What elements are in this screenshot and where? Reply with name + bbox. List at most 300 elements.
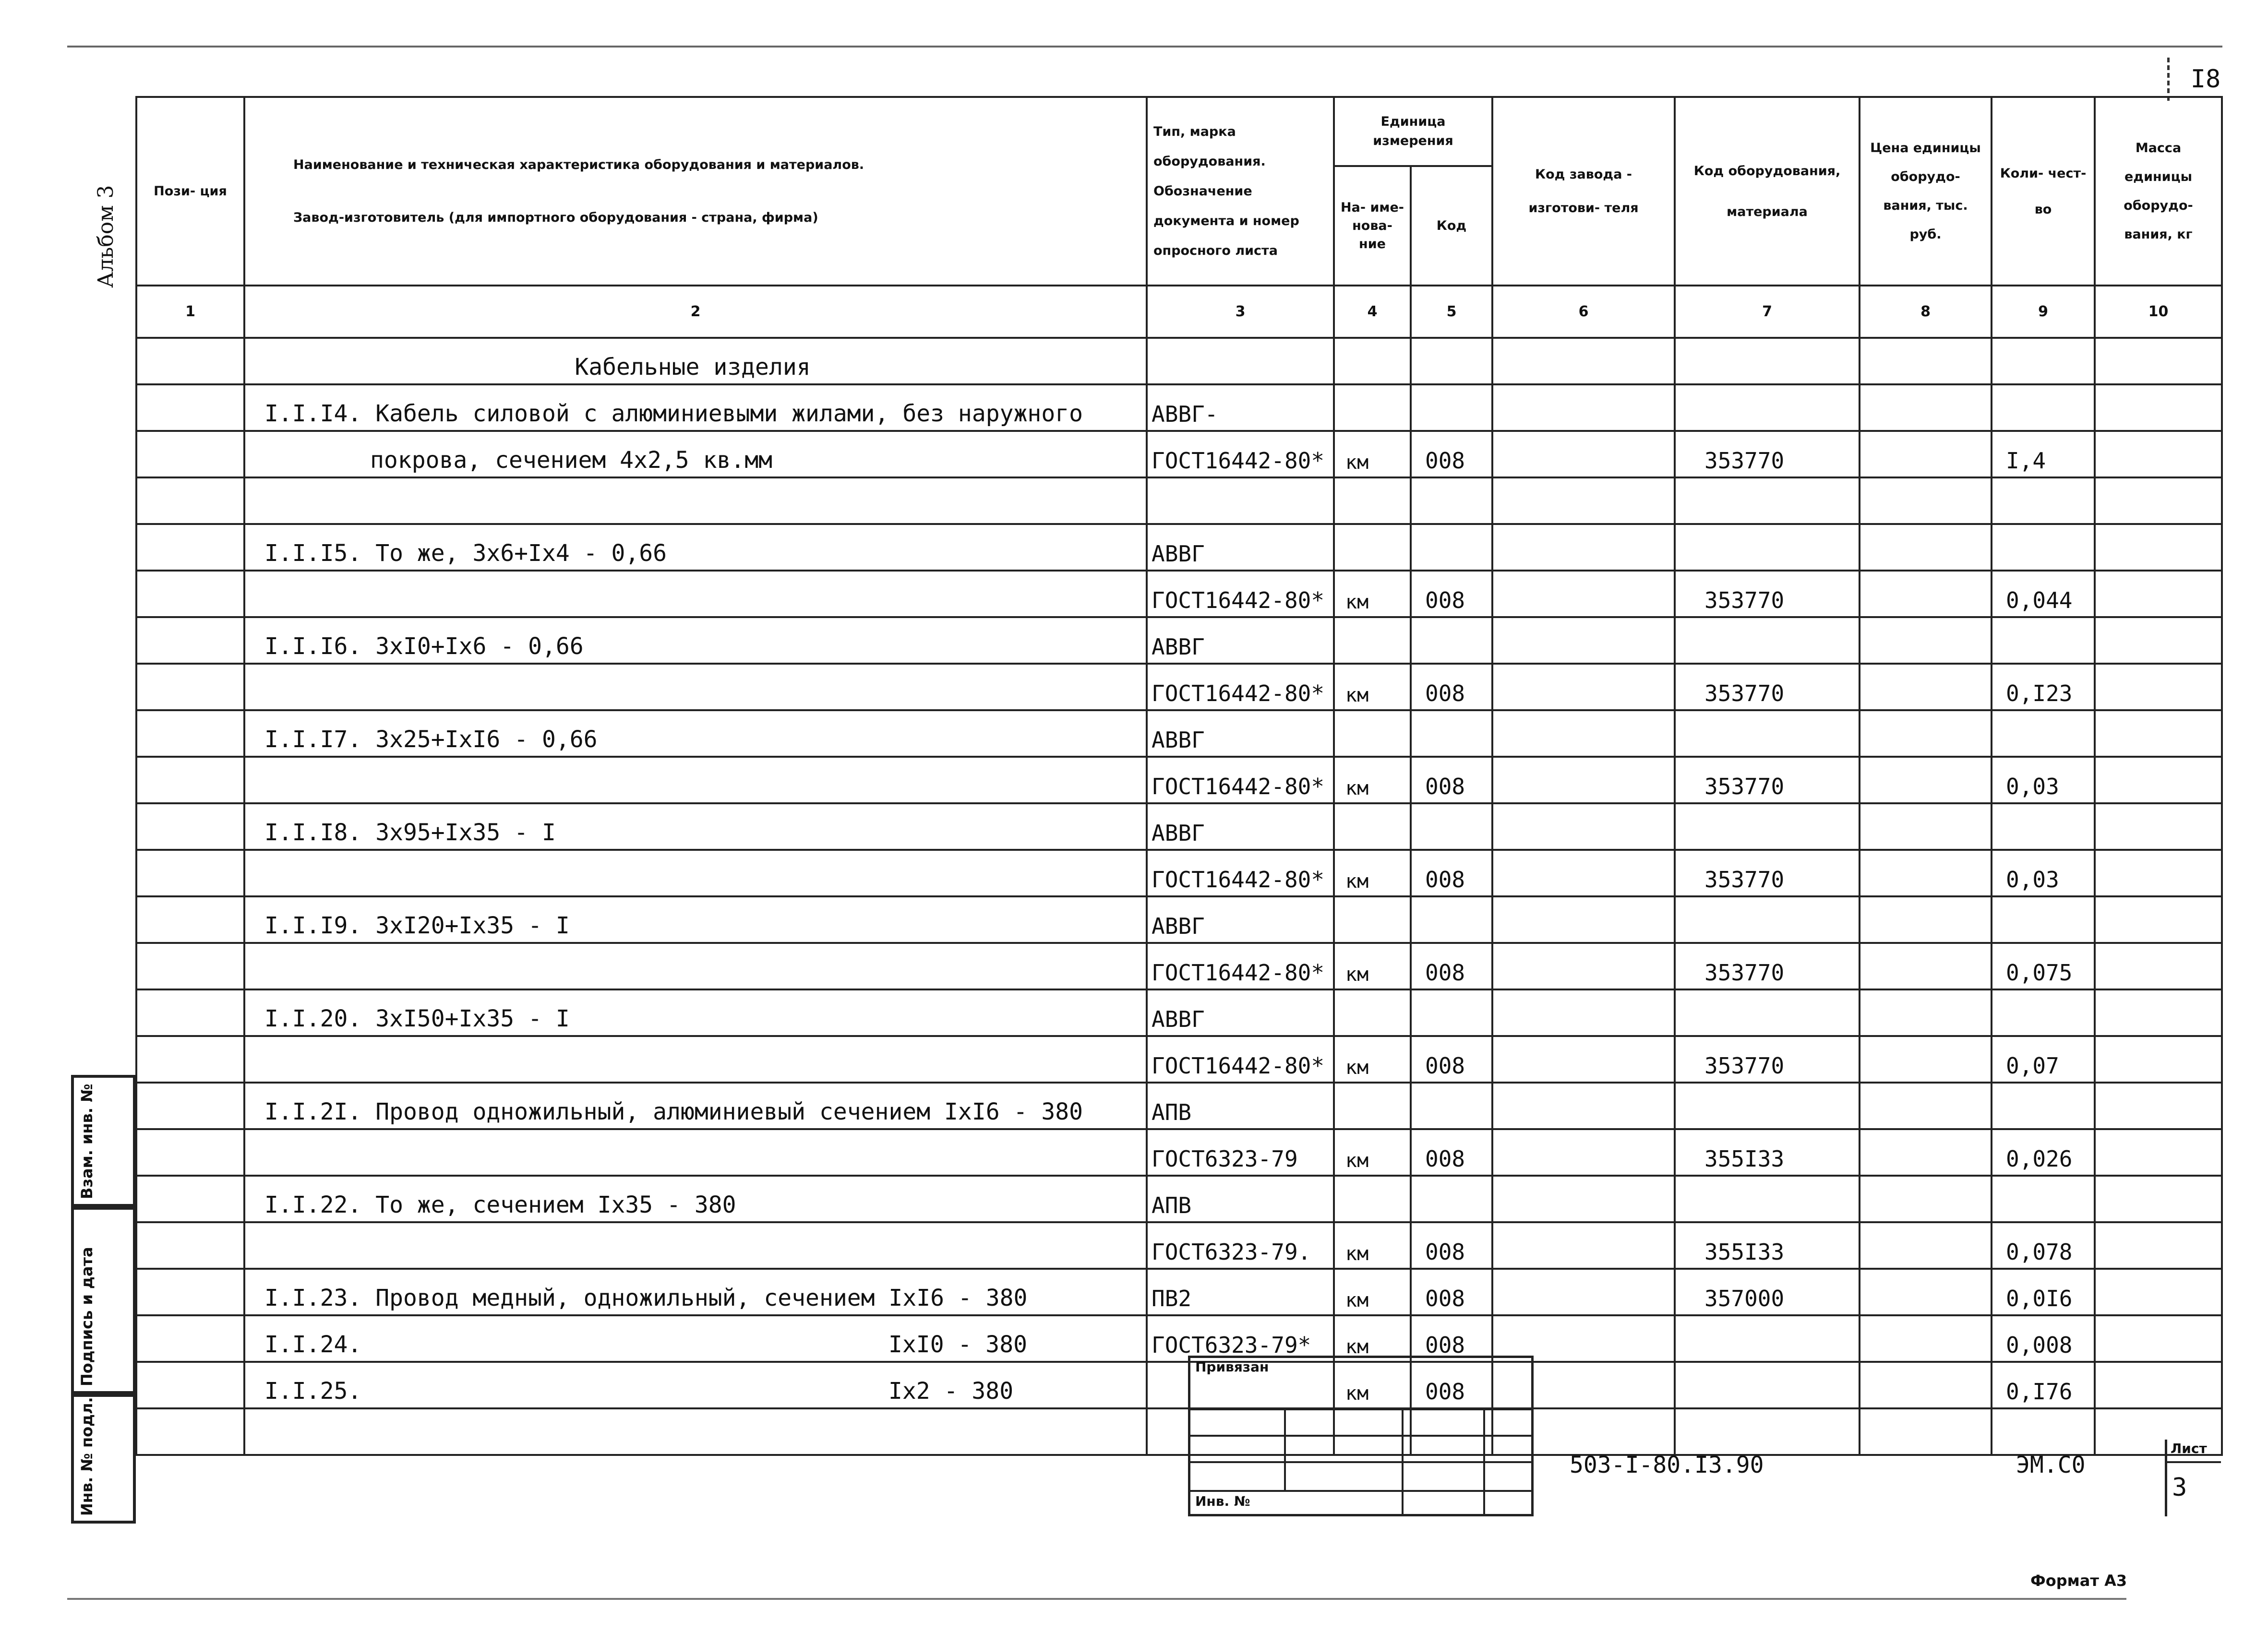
- cell-material-code: [1675, 1176, 1860, 1222]
- cell-unit-code: [1411, 710, 1492, 757]
- cell-type: АПВ: [1147, 1176, 1334, 1222]
- cell-unit-code: 008: [1411, 1036, 1492, 1083]
- cell-factory-code: [1492, 1083, 1675, 1129]
- cell-price: [1860, 477, 1992, 524]
- cell-price: [1860, 1269, 1992, 1315]
- cell-material-code: 355I33: [1675, 1129, 1860, 1176]
- cell-material-code: [1675, 710, 1860, 757]
- cell-price: [1860, 617, 1992, 664]
- cell-quantity: 0,07: [1992, 1036, 2095, 1083]
- cell-factory-code: [1492, 1129, 1675, 1176]
- table-row: [136, 757, 2222, 803]
- cell-quantity: [1992, 710, 2095, 757]
- cell-position: [136, 943, 244, 989]
- cell-name: I.I.I5. То же, 3х6+Iх4 - 0,66: [244, 524, 1147, 571]
- sheet-box-divider: [2165, 1461, 2221, 1463]
- table-row: [136, 943, 2222, 989]
- cell-unit: [1334, 1083, 1411, 1129]
- cell-name: [244, 1222, 1147, 1269]
- cell-material-code: [1675, 803, 1860, 850]
- cell-quantity: [1992, 338, 2095, 384]
- document-mark: ЭМ.С0: [2016, 1452, 2086, 1478]
- cell-unit-code: 008: [1411, 1129, 1492, 1176]
- cell-type: ГОСТ6323-79: [1147, 1129, 1334, 1176]
- cell-factory-code: [1492, 1176, 1675, 1222]
- cell-factory-code: [1492, 1315, 1675, 1362]
- cell-mass: [2095, 943, 2222, 989]
- cell-name-section: IхI0 - 380: [888, 1331, 1027, 1358]
- cell-price: [1860, 803, 1992, 850]
- stamp-line: [1284, 1408, 1286, 1490]
- cell-name: [244, 477, 1147, 524]
- cell-material-code: [1675, 524, 1860, 571]
- cell-price: [1860, 896, 1992, 943]
- cell-material-code: [1675, 989, 1860, 1036]
- header-unit-group: Единица измерения: [1334, 97, 1492, 166]
- header-unit-code: Код: [1411, 166, 1492, 286]
- cell-price: [1860, 524, 1992, 571]
- cell-type: АВВГ-: [1147, 384, 1334, 431]
- cell-price: [1860, 338, 1992, 384]
- cell-unit-code: [1411, 477, 1492, 524]
- cell-name: I.I.23. Провод медный, одножильный, сечением IхI6 - 380: [244, 1269, 1147, 1315]
- cell-price: [1860, 1362, 1992, 1408]
- cell-unit-code: [1411, 384, 1492, 431]
- table-row: [136, 803, 2222, 850]
- cell-type: АВВГ: [1147, 989, 1334, 1036]
- cell-quantity: 0,075: [1992, 943, 2095, 989]
- cell-mass: [2095, 617, 2222, 664]
- cell-unit: км: [1334, 757, 1411, 803]
- cell-unit: км: [1334, 850, 1411, 896]
- format-label: Формат А3: [2030, 1572, 2127, 1590]
- col-number: 4: [1334, 286, 1411, 338]
- cell-mass: [2095, 757, 2222, 803]
- table-row: [136, 1362, 2222, 1408]
- cell-unit-code: [1411, 896, 1492, 943]
- cell-factory-code: [1492, 524, 1675, 571]
- cell-mass: [2095, 1315, 2222, 1362]
- table-row: [136, 571, 2222, 617]
- cell-mass: [2095, 1222, 2222, 1269]
- cell-type: АВВГ: [1147, 803, 1334, 850]
- cell-position: [136, 1036, 244, 1083]
- cell-material-code: [1675, 1408, 1860, 1455]
- cell-price: [1860, 1083, 1992, 1129]
- cell-position: [136, 664, 244, 710]
- cell-type: АВВГ: [1147, 524, 1334, 571]
- cell-name: [244, 1129, 1147, 1176]
- table-row: [136, 338, 2222, 384]
- cell-material-code: 353770: [1675, 571, 1860, 617]
- cell-type: АВВГ: [1147, 617, 1334, 664]
- header-name: Наименование и техническая характеристика оборудования и материалов. Завод-изготовитель (для импортного оборудования - страна, фирма): [244, 97, 1147, 286]
- cell-price: [1860, 1176, 1992, 1222]
- col-number: 8: [1860, 286, 1992, 338]
- table-row: [136, 1083, 2222, 1129]
- cell-mass: [2095, 1083, 2222, 1129]
- cell-mass: [2095, 803, 2222, 850]
- cell-price: [1860, 989, 1992, 1036]
- cell-unit-code: 008: [1411, 571, 1492, 617]
- table-row: [136, 524, 2222, 571]
- cell-position: [136, 1315, 244, 1362]
- sheet-value: 3: [2172, 1473, 2187, 1502]
- table-row: [136, 1408, 2222, 1455]
- cell-unit-code: 008: [1411, 1222, 1492, 1269]
- cell-position: [136, 1129, 244, 1176]
- cell-unit: [1334, 617, 1411, 664]
- cell-type: ГОСТ16442-80*: [1147, 943, 1334, 989]
- cell-position: [136, 431, 244, 477]
- cell-material-code: [1675, 338, 1860, 384]
- cell-mass: [2095, 1269, 2222, 1315]
- header-mass: Масса единицы оборудо- вания, кг: [2095, 97, 2222, 286]
- stamp-line: [1188, 1490, 1534, 1492]
- cell-name: I.I.I7. 3х25+IхI6 - 0,66: [244, 710, 1147, 757]
- side-stamp-podpis: Подпись и дата: [71, 1207, 136, 1394]
- cell-quantity: 0,I23: [1992, 664, 2095, 710]
- cell-material-code: [1675, 1315, 1860, 1362]
- cell-unit-code: [1411, 1176, 1492, 1222]
- cell-material-code: [1675, 1362, 1860, 1408]
- cell-factory-code: [1492, 757, 1675, 803]
- cell-factory-code: [1492, 850, 1675, 896]
- cell-mass: [2095, 524, 2222, 571]
- cell-material-code: 353770: [1675, 943, 1860, 989]
- cell-quantity: 0,044: [1992, 571, 2095, 617]
- cell-quantity: 0,078: [1992, 1222, 2095, 1269]
- cell-unit: [1334, 989, 1411, 1036]
- cell-price: [1860, 571, 1992, 617]
- cell-factory-code: [1492, 989, 1675, 1036]
- cell-unit: [1334, 338, 1411, 384]
- cell-price: [1860, 1129, 1992, 1176]
- header-factory-code: Код завода - изготови- теля: [1492, 97, 1675, 286]
- cell-quantity: 0,026: [1992, 1129, 2095, 1176]
- table-row: [136, 1036, 2222, 1083]
- cell-name: [244, 850, 1147, 896]
- cell-type: ГОСТ16442-80*: [1147, 431, 1334, 477]
- cell-unit: км: [1334, 664, 1411, 710]
- cell-unit: км: [1334, 1315, 1411, 1362]
- cell-mass: [2095, 1129, 2222, 1176]
- cell-name: I.I.22. То же, сечением Iх35 - 380: [244, 1176, 1147, 1222]
- cell-unit: км: [1334, 943, 1411, 989]
- cell-name: [244, 1408, 1147, 1455]
- cell-material-code: 355I33: [1675, 1222, 1860, 1269]
- col-number: 3: [1147, 286, 1334, 338]
- cell-price: [1860, 431, 1992, 477]
- cell-position: [136, 710, 244, 757]
- cell-material-code: 353770: [1675, 431, 1860, 477]
- table-row: [136, 431, 2222, 477]
- cell-unit: [1334, 524, 1411, 571]
- cell-name: [244, 664, 1147, 710]
- table-row: [136, 617, 2222, 664]
- cell-quantity: [1992, 989, 2095, 1036]
- cell-name: [244, 571, 1147, 617]
- cell-unit: км: [1334, 1269, 1411, 1315]
- stamp-line: [1188, 1408, 1534, 1410]
- cell-unit-code: 008: [1411, 1269, 1492, 1315]
- cell-name: I.I.25. Iх2 - 380: [244, 1362, 1147, 1408]
- cell-type: АПВ: [1147, 1083, 1334, 1129]
- header-position: Пози- ция: [136, 97, 244, 286]
- cell-name: [244, 757, 1147, 803]
- cell-position: [136, 338, 244, 384]
- table-row: [136, 1315, 2222, 1362]
- cell-factory-code: [1492, 896, 1675, 943]
- cell-unit: км: [1334, 1222, 1411, 1269]
- table-row: [136, 989, 2222, 1036]
- cell-quantity: 0,0I6: [1992, 1269, 2095, 1315]
- cell-mass: [2095, 571, 2222, 617]
- cell-factory-code: [1492, 477, 1675, 524]
- cell-position: [136, 524, 244, 571]
- cell-name: I.I.I9. 3хI20+Iх35 - I: [244, 896, 1147, 943]
- cell-position: [136, 571, 244, 617]
- cell-quantity: 0,008: [1992, 1315, 2095, 1362]
- cell-unit: [1334, 896, 1411, 943]
- cell-name: I.I.I6. 3хI0+Iх6 - 0,66: [244, 617, 1147, 664]
- cell-type: ГОСТ16442-80*: [1147, 757, 1334, 803]
- cell-quantity: [1992, 803, 2095, 850]
- stamp-privyazan: Привязан: [1195, 1359, 1269, 1375]
- cell-position: [136, 1176, 244, 1222]
- cell-unit: км: [1334, 571, 1411, 617]
- cell-factory-code: [1492, 1036, 1675, 1083]
- cell-quantity: [1992, 1408, 2095, 1455]
- col-number: 1: [136, 286, 244, 338]
- cell-mass: [2095, 1362, 2222, 1408]
- cell-type: ГОСТ6323-79*: [1147, 1315, 1334, 1362]
- cell-name: покрова, сечением 4х2,5 кв.мм: [244, 431, 1147, 477]
- cell-unit-code: 008: [1411, 431, 1492, 477]
- table-row: [136, 384, 2222, 431]
- table-row: [136, 477, 2222, 524]
- cell-factory-code: [1492, 943, 1675, 989]
- cell-position: [136, 1083, 244, 1129]
- cell-quantity: I,4: [1992, 431, 2095, 477]
- table-row: [136, 1222, 2222, 1269]
- cell-unit: [1334, 477, 1411, 524]
- header-quantity: Коли- чест- во: [1992, 97, 2095, 286]
- table-row: [136, 1269, 2222, 1315]
- cell-mass: [2095, 384, 2222, 431]
- cell-quantity: [1992, 477, 2095, 524]
- cell-position: [136, 989, 244, 1036]
- cell-position: [136, 477, 244, 524]
- cell-mass: [2095, 989, 2222, 1036]
- cell-factory-code: [1492, 571, 1675, 617]
- cell-name-section: Iх2 - 380: [888, 1378, 1014, 1405]
- album-label: Альбом 3: [94, 185, 118, 288]
- col-number: 7: [1675, 286, 1860, 338]
- cell-mass: [2095, 1176, 2222, 1222]
- table-row: [136, 1176, 2222, 1222]
- cell-material-code: [1675, 477, 1860, 524]
- cell-material-code: 353770: [1675, 757, 1860, 803]
- cell-mass: [2095, 710, 2222, 757]
- header-type: Тип, марка оборудования. Обозначение документа и номер опросного листа: [1147, 97, 1334, 286]
- cell-unit: км: [1334, 1129, 1411, 1176]
- cell-quantity: [1992, 384, 2095, 431]
- col-number: 6: [1492, 286, 1675, 338]
- cell-quantity: [1992, 896, 2095, 943]
- cell-name: [244, 943, 1147, 989]
- col-number: 9: [1992, 286, 2095, 338]
- side-stamp-vzam: Взам. инв. №: [71, 1075, 136, 1207]
- cell-mass: [2095, 896, 2222, 943]
- cell-factory-code: [1492, 803, 1675, 850]
- cell-factory-code: [1492, 1222, 1675, 1269]
- cell-unit-code: 008: [1411, 850, 1492, 896]
- cell-factory-code: [1492, 710, 1675, 757]
- stamp-inv-no: Инв. №: [1195, 1493, 1250, 1509]
- cell-unit-code: [1411, 1083, 1492, 1129]
- bottom-border-line: [67, 1598, 2126, 1600]
- header-row-1: [136, 97, 2222, 166]
- col-number: 2: [244, 286, 1147, 338]
- stamp-line: [1402, 1408, 1404, 1516]
- cell-mass: [2095, 338, 2222, 384]
- cell-price: [1860, 710, 1992, 757]
- cell-unit: [1334, 803, 1411, 850]
- cell-quantity: [1992, 524, 2095, 571]
- cell-material-code: [1675, 1083, 1860, 1129]
- sheet-label: Лист: [2171, 1441, 2207, 1456]
- cell-material-code: [1675, 896, 1860, 943]
- cell-price: [1860, 664, 1992, 710]
- cell-price: [1860, 943, 1992, 989]
- cell-factory-code: [1492, 664, 1675, 710]
- cell-position: [136, 617, 244, 664]
- cell-position: [136, 1269, 244, 1315]
- cell-type: ПВ2: [1147, 1269, 1334, 1315]
- cell-position: [136, 896, 244, 943]
- cell-type: АВВГ: [1147, 896, 1334, 943]
- cell-unit-code: 008: [1411, 1315, 1492, 1362]
- table-row: [136, 1129, 2222, 1176]
- cell-quantity: [1992, 1083, 2095, 1129]
- cell-material-code: [1675, 384, 1860, 431]
- cell-material-code: 353770: [1675, 1036, 1860, 1083]
- stamp-line: [1483, 1408, 1485, 1516]
- cell-type: [1147, 338, 1334, 384]
- specification-table: [135, 96, 2223, 1456]
- cell-mass: [2095, 1036, 2222, 1083]
- cell-unit-code: 008: [1411, 664, 1492, 710]
- cell-name: I.I.24. IхI0 - 380: [244, 1315, 1147, 1362]
- cell-factory-code: [1492, 617, 1675, 664]
- cell-factory-code: [1492, 338, 1675, 384]
- cell-unit: км: [1334, 1362, 1411, 1408]
- cell-unit: км: [1334, 431, 1411, 477]
- cell-price: [1860, 384, 1992, 431]
- header-material-code: Код оборудования, материала: [1675, 97, 1860, 286]
- cell-mass: [2095, 850, 2222, 896]
- cell-unit-code: 008: [1411, 757, 1492, 803]
- cell-unit-code: [1411, 989, 1492, 1036]
- cell-position: [136, 803, 244, 850]
- cell-position: [136, 850, 244, 896]
- cell-unit-code: [1411, 338, 1492, 384]
- cell-position: [136, 1408, 244, 1455]
- cell-type: [1147, 477, 1334, 524]
- table-row: [136, 850, 2222, 896]
- cell-unit-code: 008: [1411, 1362, 1492, 1408]
- cell-quantity: [1992, 1176, 2095, 1222]
- cell-price: [1860, 1036, 1992, 1083]
- cell-position: [136, 757, 244, 803]
- cell-name: I.I.2I. Провод одножильный, алюминиевый сечением IхI6 - 380: [244, 1083, 1147, 1129]
- cell-type: ГОСТ16442-80*: [1147, 850, 1334, 896]
- cell-name: [244, 1036, 1147, 1083]
- cell-unit-code: 008: [1411, 943, 1492, 989]
- top-border-line: [67, 46, 2222, 48]
- cell-type: ГОСТ16442-80*: [1147, 571, 1334, 617]
- cell-type: ГОСТ6323-79.: [1147, 1222, 1334, 1269]
- cell-factory-code: [1492, 431, 1675, 477]
- cell-material-code: 357000: [1675, 1269, 1860, 1315]
- stamp-line: [1188, 1435, 1534, 1437]
- cell-name: I.I.I8. 3х95+Iх35 - I: [244, 803, 1147, 850]
- cell-type: ГОСТ16442-80*: [1147, 1036, 1334, 1083]
- col-number: 10: [2095, 286, 2222, 338]
- cell-quantity: 0,03: [1992, 850, 2095, 896]
- cell-price: [1860, 1222, 1992, 1269]
- cell-material-code: [1675, 617, 1860, 664]
- cell-price: [1860, 1315, 1992, 1362]
- cell-name: Кабельные изделия: [244, 338, 1147, 384]
- cell-name: I.I.20. 3хI50+Iх35 - I: [244, 989, 1147, 1036]
- cell-unit: [1334, 710, 1411, 757]
- cell-unit: [1334, 1176, 1411, 1222]
- cell-unit: км: [1334, 1036, 1411, 1083]
- cell-unit: [1334, 384, 1411, 431]
- cell-type: ГОСТ16442-80*: [1147, 664, 1334, 710]
- cell-mass: [2095, 477, 2222, 524]
- cell-quantity: 0,03: [1992, 757, 2095, 803]
- cell-name: I.I.I4. Кабель силовой с алюминиевыми жилами, без наружного: [244, 384, 1147, 431]
- cell-factory-code: [1492, 384, 1675, 431]
- cell-unit-code: [1411, 803, 1492, 850]
- cell-position: [136, 384, 244, 431]
- cell-material-code: 353770: [1675, 850, 1860, 896]
- cell-quantity: [1992, 617, 2095, 664]
- cell-unit-code: [1411, 524, 1492, 571]
- cell-price: [1860, 850, 1992, 896]
- header-price: Цена единицы оборудо- вания, тыс. руб.: [1860, 97, 1992, 286]
- sheet-number: I8: [2190, 65, 2221, 94]
- cell-position: [136, 1362, 244, 1408]
- side-stamp-inv-podl: Инв. № подл.: [71, 1394, 136, 1524]
- document-number: 503-I-80.I3.90: [1570, 1452, 1764, 1478]
- cell-mass: [2095, 664, 2222, 710]
- cell-material-code: 353770: [1675, 664, 1860, 710]
- table-row: [136, 710, 2222, 757]
- cell-type: АВВГ: [1147, 710, 1334, 757]
- header-unit-name: На- име- нова- ние: [1334, 166, 1411, 286]
- column-numbers-row: [136, 286, 2222, 338]
- stamp-line: [1188, 1461, 1534, 1463]
- cell-unit-code: [1411, 617, 1492, 664]
- cell-factory-code: [1492, 1269, 1675, 1315]
- cell-price: [1860, 757, 1992, 803]
- cell-price: [1860, 1408, 1992, 1455]
- cell-position: [136, 1222, 244, 1269]
